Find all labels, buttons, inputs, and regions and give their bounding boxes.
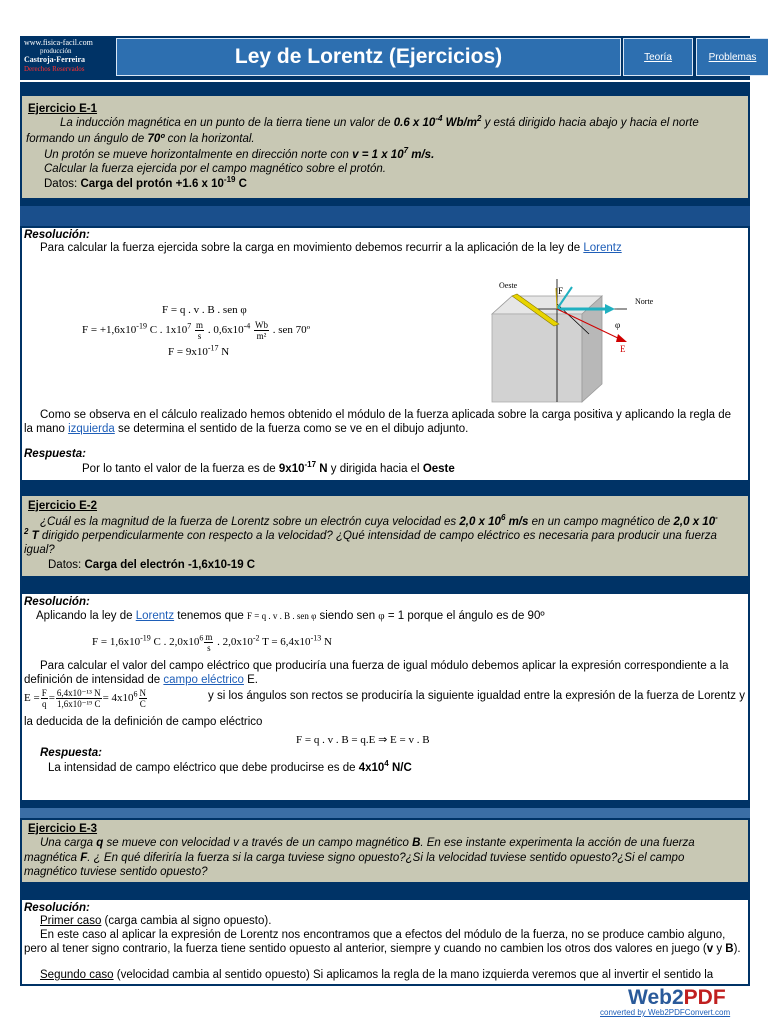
exercise-e1-line4: Calcular la fuerza ejercida por el campo magnético sobre el protón. xyxy=(44,163,386,175)
exercise-e1-panel xyxy=(20,94,750,200)
resolution-2-panel xyxy=(20,592,750,802)
exercise-e3-line2: magnética F. ¿ En qué diferiría la fuerza si la carga tuviese signo opuesto?¿Si la velocidad tuviese sentido opuesto?¿Si el campo xyxy=(24,852,685,864)
exercise-e2-panel xyxy=(20,494,750,578)
izquierda-link[interactable]: izquierda xyxy=(68,423,115,435)
site-logo[interactable]: www.fisica-facil.com producción Castroja-Ferreira Derechos Reservados xyxy=(22,38,114,76)
resolution-2-text5: la deducida de la definición de campo eléctrico xyxy=(24,716,263,728)
equation-equality: F = q . v . B = q.E ⇒ E = v . B xyxy=(296,734,430,746)
resolution-1-intro: Para calcular la fuerza ejercida sobre la carga en movimiento debemos recurrir a la aplicación de la ley de Lorentz xyxy=(40,242,622,254)
fig-label-f: F xyxy=(558,286,564,296)
resolution-3-line3: pero al tener signo contrario, la fuerza tiene sentido opuesto al anterior, siempre y cuando no cambien los otros dos valores en juego (v y B). xyxy=(24,943,741,955)
lorentz-link-2[interactable]: Lorentz xyxy=(135,610,175,622)
exercise-e1-datos: Datos: Carga del protón +1.6 x $10^{-19}$ C xyxy=(44,175,247,190)
page-title: Ley de Lorentz (Ejercicios) xyxy=(234,45,503,68)
fig-label-oeste: Oeste xyxy=(499,281,518,290)
resolution-2-text4: y si los ángulos son rectos se produciría la siguiente igualdad entre la expresión de la fuerza de Lorentz y xyxy=(208,690,745,702)
page-title-cell xyxy=(116,38,621,76)
exercise-e3-line1: Una carga q se mueve con velocidad v a través de un campo magnético B. En ese instante experimenta la acción de una fuerza xyxy=(40,837,695,849)
resolution-2-text2: Para calcular el valor del campo eléctrico que produciría una fuerza de igual módulo debemos aplicar la expresión correspondiente a la xyxy=(40,660,729,672)
resolution-3-line1: Primer caso (carga cambia al signo opuesto). xyxy=(40,915,272,927)
resolution-3-heading: Resolución: xyxy=(24,902,90,914)
fig-label-e: E xyxy=(620,344,626,354)
resolution-2-intro: Aplicando la ley de Lorentz tenemos que F = q . v . B . sen φ siendo sen φ = 1 porque el ángulo es de 90º xyxy=(36,610,545,622)
respuesta-1-text: Por lo tanto el valor de la fuerza es de $9x10^{-17}$ N y dirigida hacia el Oeste xyxy=(82,460,455,475)
equation-lorentz-substituted: $F = +1,6x10^{-19}$ C . $1x10^7$ $\frac{m}{s}$ . $0,6x10^{-4}$ $\frac{Wb}{\text{m²}}$ . sen 70º xyxy=(82,320,311,341)
respuesta-1-heading: Respuesta: xyxy=(24,448,86,460)
exercise-e2-datos: Datos: Carga del electrón -1,6x10-19 C xyxy=(48,559,256,571)
resolution-1-heading: Resolución: xyxy=(24,229,90,241)
equation-lorentz-e2: $F = 1,6x10^{-19}$ C . $2,0x10^6$ $\frac{m}{s}$ . $2,0x10^{-2}$ $T = 6,4x10^{-13}$ N xyxy=(92,632,332,653)
campo-electrico-link[interactable]: campo eléctrico xyxy=(163,674,244,686)
separator-band xyxy=(20,578,750,592)
lorentz-force-diagram xyxy=(477,274,667,409)
exercise-e2-line2: $^2$ T dirigido perpendicularmente con respecto a la velocidad? ¿Qué intensidad de campo eléctrico es necesaria para producir una fuerza xyxy=(24,527,717,542)
fig-label-phi: φ xyxy=(615,320,621,330)
resolution-1-text2: Como se observa en el cálculo realizado hemos obtenido el módulo de la fuerza aplicada sobre la carga positiva y aplicando la regla de xyxy=(40,409,732,421)
resolution-2-text3: definición de intensidad de campo eléctrico E. xyxy=(24,674,258,686)
web2pdf-link[interactable]: converted by Web2PDFConvert.com xyxy=(600,1008,731,1017)
resolution-3-line4: Segundo caso (velocidad cambia al sentido opuesto) Si aplicamos la regla de la mano izquierda veremos que al invertir el sentido la xyxy=(40,969,714,981)
exercise-e3-heading: Ejercicio E-3 xyxy=(28,823,98,835)
respuesta-2-text: La intensidad de campo eléctrico que debe producirse es de $4x10^4$ N/C xyxy=(48,759,412,774)
exercise-e3-line3: magnético tuviese sentido opuesto? xyxy=(24,866,208,878)
exercise-e1-line2: formando un ángulo de 70º con la horizontal. xyxy=(26,133,255,145)
equation-lorentz-result: $F = 9x10^{-17}$ N xyxy=(168,343,230,358)
exercise-e1-line3: Un protón se mueve horizontalmente en dirección norte con v = 1 x $10^7$ m/s. xyxy=(44,146,435,161)
web2pdf-badge[interactable] xyxy=(600,986,750,1020)
separator-band xyxy=(20,482,750,494)
separator-band xyxy=(20,808,750,818)
respuesta-2-heading: Respuesta: xyxy=(40,747,102,759)
separator-band xyxy=(20,884,750,898)
equation-lorentz-general: F = q . v . B . sen φ xyxy=(162,304,247,316)
nav-teoria-link[interactable]: Teoría xyxy=(644,51,672,63)
nav-teoria[interactable] xyxy=(623,38,693,76)
fig-label-norte: Norte xyxy=(635,297,654,306)
exercise-e2-line3: igual? xyxy=(24,544,55,556)
resolution-1-text3: la mano izquierda se determina el sentido de la fuerza como se ve en el dibujo adjunto. xyxy=(24,423,469,435)
web2pdf-logo: Web2PDF xyxy=(628,986,726,1009)
equation-electric-field: E = $\frac{F}{q}$ = $\frac{\text{6,4x10⁻¹³ N}}{\text{1,6x10⁻¹⁹ C}}$ = $4x10^6$ $\frac{N}{C}$ xyxy=(24,688,147,709)
separator-band xyxy=(20,206,750,226)
nav-problemas[interactable] xyxy=(696,38,768,76)
lorentz-link[interactable]: Lorentz xyxy=(583,242,622,254)
resolution-3-panel xyxy=(20,898,750,986)
exercise-e1-heading: Ejercicio E-1 xyxy=(28,103,98,115)
exercise-e3-panel xyxy=(20,818,750,884)
exercise-e1-line1: La inducción magnética en un punto de la tierra tiene un valor de 0.6 x $10^{-4}$ $Wb/m^2$ y está dirigido hacia abajo y hacia el norte xyxy=(60,114,699,129)
separator-band xyxy=(20,82,750,94)
resolution-3-line2: En este caso al aplicar la expresión de Lorentz nos encontramos que a efectos del módulo de la fuerza, no se produce cambio alguno, xyxy=(40,929,726,941)
resolution-2-heading: Resolución: xyxy=(24,596,90,608)
exercise-e2-heading: Ejercicio E-2 xyxy=(28,500,98,512)
page-header xyxy=(20,36,757,80)
nav-problemas-link[interactable]: Problemas xyxy=(708,51,757,63)
resolution-1-panel xyxy=(20,226,750,482)
exercise-e2-line1: ¿Cuál es la magnitud de la fuerza de Lorentz sobre un electrón cuya velocidad es 2,0 x $10^6$ m/s en un campo magnético de 2,0 x 10- xyxy=(40,513,718,528)
